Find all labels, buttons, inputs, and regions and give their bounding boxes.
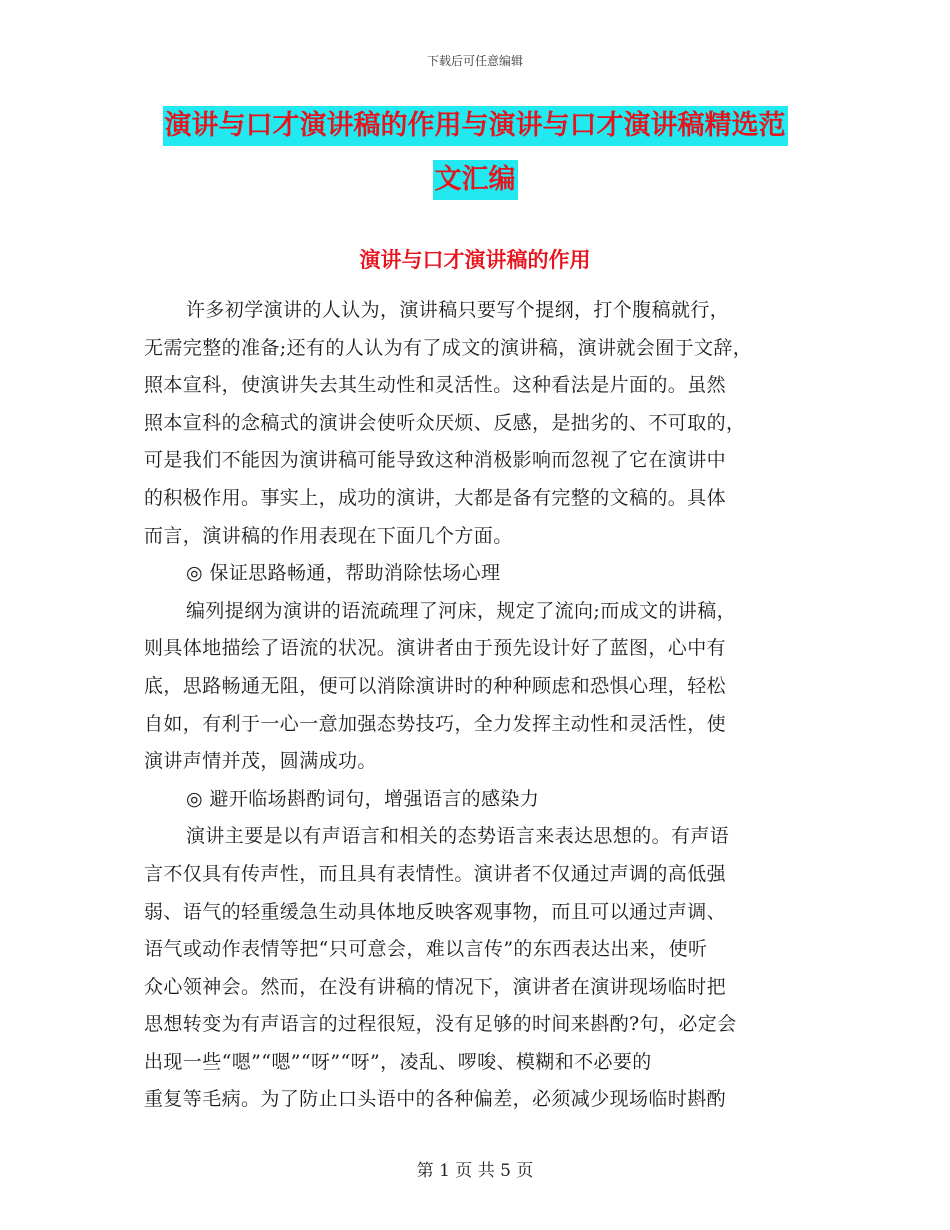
paragraph-line: 照本宣科的念稿式的演讲会使听众厌烦、反感，是拙劣的、不可取的， xyxy=(144,411,746,434)
bullet-heading: ◎ 避开临场斟酌词句，增强语言的感染力 xyxy=(186,787,540,810)
page-header: 下载后可任意编辑 xyxy=(426,54,523,68)
paragraph-line: 照本宣科，使演讲失去其生动性和灵活性。这种看法是片面的。虽然 xyxy=(144,374,727,397)
paragraph-line: 言不仅具有传声性，而且具有表情性。演讲者不仅通过声调的高低强 xyxy=(144,862,727,885)
paragraph-line: 可是我们不能因为演讲稿可能导致这种消极影响而忽视了它在演讲中 xyxy=(144,449,727,472)
paragraph-line: 语气或动作表情等把“只可意会，难以言传”的东西表达出来，使听 xyxy=(144,938,708,961)
paragraph-line: 而言，演讲稿的作用表现在下面几个方面。 xyxy=(144,524,513,547)
section-heading: 演讲与口才演讲稿的作用 xyxy=(359,247,591,272)
paragraph-line: 重复等毛病。为了防止口头语中的各种偏差，必须减少现场临时斟酌 xyxy=(144,1088,727,1111)
paragraph-line: 底，思路畅通无阻，便可以消除演讲时的种种顾虑和恐惧心理，轻松 xyxy=(144,674,727,697)
paragraph-line: 弱、语气的轻重缓急生动具体地反映客观事物，而且可以通过声调、 xyxy=(144,900,727,923)
paragraph-line: 出现一些“嗯”“嗯”“呀”“呀”，凌乱、啰唆、模糊和不必要的 xyxy=(144,1050,652,1073)
paragraph-line: 无需完整的准备;还有的人认为有了成文的演讲稿，演讲就会囿于文辞， xyxy=(144,336,753,359)
paragraph-line: 许多初学演讲的人认为，演讲稿只要写个提纲，打个腹稿就行， xyxy=(186,299,730,321)
paragraph-line: 的积极作用。事实上，成功的演讲，大都是备有完整的文稿的。具体 xyxy=(144,486,727,509)
paragraph-line: 编列提纲为演讲的语流疏理了河床，规定了流向;而成文的讲稿， xyxy=(186,599,737,622)
paragraph-line: 众心领神会。然而，在没有讲稿的情况下，演讲者在演讲现场临时把 xyxy=(144,975,727,998)
paragraph-line: 思想转变为有声语言的过程很短，没有足够的时间来斟酌?句，必定会 xyxy=(144,1013,737,1036)
title-line-2: 文汇编 xyxy=(433,160,518,200)
paragraph-line: 演讲声情并茂，圆满成功。 xyxy=(144,750,377,773)
title-line-1: 演讲与口才演讲稿的作用与演讲与口才演讲稿精选范 xyxy=(163,106,788,146)
page-footer: 第 1 页 共 5 页 xyxy=(416,1161,534,1181)
paragraph-line: 则具体地描绘了语流的状况。演讲者由于预先设计好了蓝图，心中有 xyxy=(144,637,727,660)
paragraph-line: 自如，有利于一心一意加强态势技巧，全力发挥主动性和灵活性，使 xyxy=(144,712,727,735)
bullet-heading: ◎ 保证思路畅通，帮助消除怯场心理 xyxy=(186,562,501,585)
document-title xyxy=(0,106,950,214)
paragraph-line: 演讲主要是以有声语言和相关的态势语言来表达思想的。有声语 xyxy=(186,825,730,848)
body-text xyxy=(144,292,814,1119)
